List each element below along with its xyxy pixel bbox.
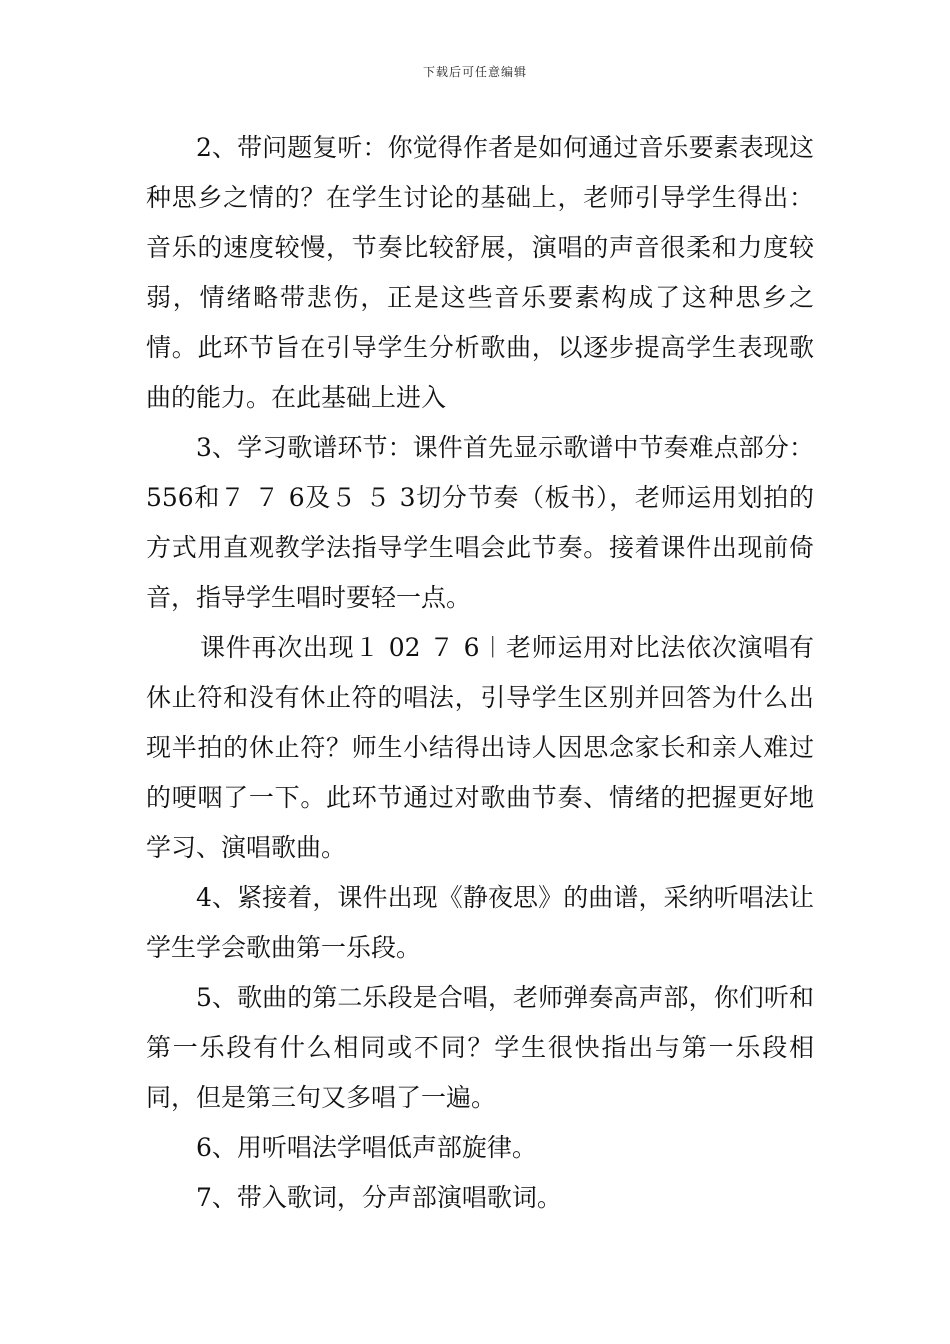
- paragraph-4-first-section: 4、紧接着，课件出现《静夜思》的曲谱，采纳听唱法让学生学会歌曲第一乐段。: [146, 883, 814, 962]
- document-body: [146, 123, 814, 1223]
- page-header: 下载后可任意编辑: [422, 65, 527, 79]
- paragraph-5-second-section: 5、歌曲的第二乐段是合唱，老师弹奏高声部，你们听和第一乐段有什么相同或不同？学生很快指出与第一乐段相同，但是第三句又多唱了一遍。: [146, 983, 814, 1112]
- paragraph-rest-comparison: 课件再次出现１ 02 ７ 6︱老师运用对比法依次演唱有休止符和没有休止符的唱法，引导学生区别并回答为什么出现半拍的休止符？师生小结得出诗人因思念家长和亲人难过的哽咽了一下。此环节通过对歌曲节奏、情绪的把握更好地学习、演唱歌曲。: [146, 633, 814, 862]
- paragraph-6-low-voice: 6、用听唱法学唱低声部旋律。: [196, 1133, 537, 1162]
- paragraph-7-lyrics: 7、带入歌词，分声部演唱歌词。: [196, 1183, 562, 1212]
- paragraph-2-review: 2、带问题复听：你觉得作者是如何通过音乐要素表现这种思乡之情的？在学生讨论的基础上，老师引导学生得出：音乐的速度较慢，节奏比较舒展，演唱的声音很柔和力度较弱，情绪略带悲伤，正是这些音乐要素构成了这种思乡之情。此环节旨在引导学生分析歌曲，以逐步提高学生表现歌曲的能力。在此基础上进入: [146, 133, 814, 412]
- paragraph-3-score-learning: 3、学习歌谱环节：课件首先显示歌谱中节奏难点部分：556和７ ７ 6及５ ５ 3切分节奏（板书），老师运用划拍的方式用直观教学法指导学生唱会此节奏。接着课件出现前倚音，指导学生唱时要轻一点。: [146, 433, 814, 612]
